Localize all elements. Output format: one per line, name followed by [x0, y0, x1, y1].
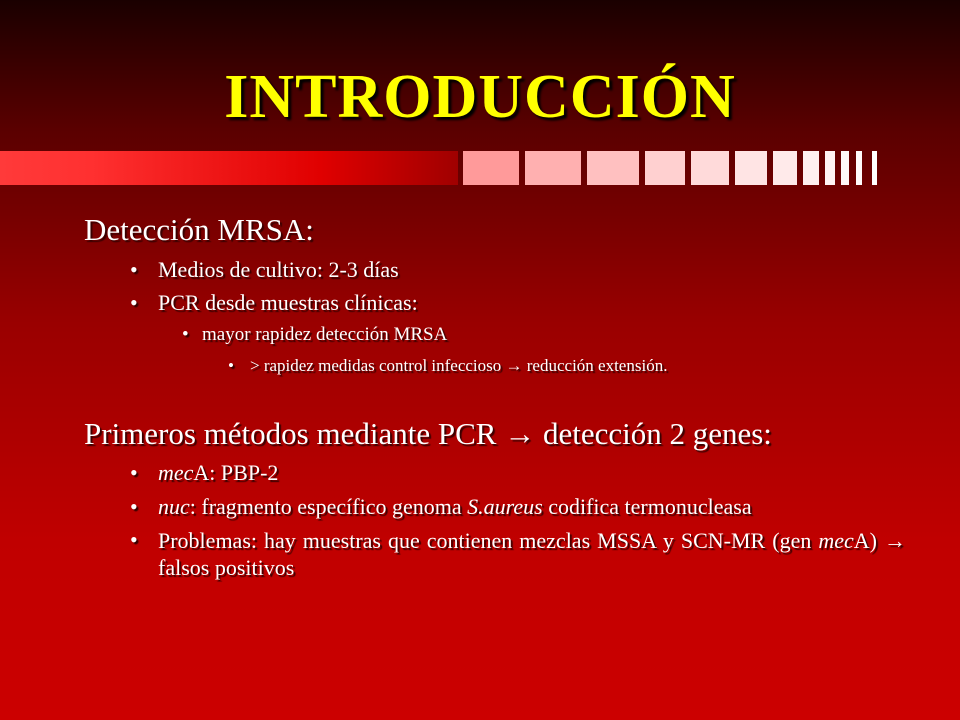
decorative-block: [735, 151, 767, 185]
bullet: •: [130, 527, 138, 552]
decorative-block: [463, 151, 519, 185]
list-item-text: : fragmento específico genoma: [189, 494, 468, 519]
bullet: •: [228, 356, 234, 375]
list-item-pcr: PCR desde muestras clínicas:: [158, 290, 418, 315]
slide-title: INTRODUCCIÓN: [224, 63, 736, 131]
bullet: •: [130, 494, 138, 519]
bullet: •: [130, 257, 138, 282]
bullet: •: [182, 324, 189, 345]
gene-name-italic: mec: [158, 460, 194, 485]
list-item-text: codifica termonucleasa: [542, 494, 752, 519]
sub-item-rapidez: mayor rapidez detección MRSA: [202, 324, 448, 345]
bullet: •: [130, 460, 138, 485]
gene-name-italic: nuc: [158, 494, 190, 519]
species-name-italic: S.aureus: [467, 494, 543, 519]
list-item-text: A) → falsos positivos: [158, 528, 906, 580]
list-item-nuc: [158, 494, 752, 520]
decorative-block: [773, 151, 797, 185]
list-item-medios: Medios de cultivo: 2-3 días: [158, 257, 399, 282]
decorative-block: [872, 151, 877, 185]
list-item-text: A: PBP-2: [193, 460, 279, 485]
decorative-block: [841, 151, 849, 185]
list-item-text: Problemas: hay muestras que contienen mezclas MSSA y SCN-MR (gen: [158, 528, 819, 553]
decorative-block: [825, 151, 835, 185]
decorative-gradient-bar: [0, 151, 458, 185]
section-heading-metodos: Primeros métodos mediante PCR → detección 2 genes:: [84, 416, 772, 451]
decorative-bar-strip: [0, 151, 960, 185]
decorative-block: [525, 151, 581, 185]
decorative-block: [691, 151, 729, 185]
list-item-meca: [158, 460, 278, 486]
section-heading-deteccion: Detección MRSA:: [84, 212, 314, 247]
list-item-problemas: [158, 527, 906, 581]
sub-sub-item-control: > rapidez medidas control infeccioso → reducción extensión.: [250, 356, 668, 375]
decorative-block: [803, 151, 819, 185]
decorative-block: [856, 151, 862, 185]
decorative-block: [587, 151, 639, 185]
decorative-block: [645, 151, 685, 185]
gene-name-italic: mec: [818, 528, 854, 553]
bullet: •: [130, 290, 138, 315]
